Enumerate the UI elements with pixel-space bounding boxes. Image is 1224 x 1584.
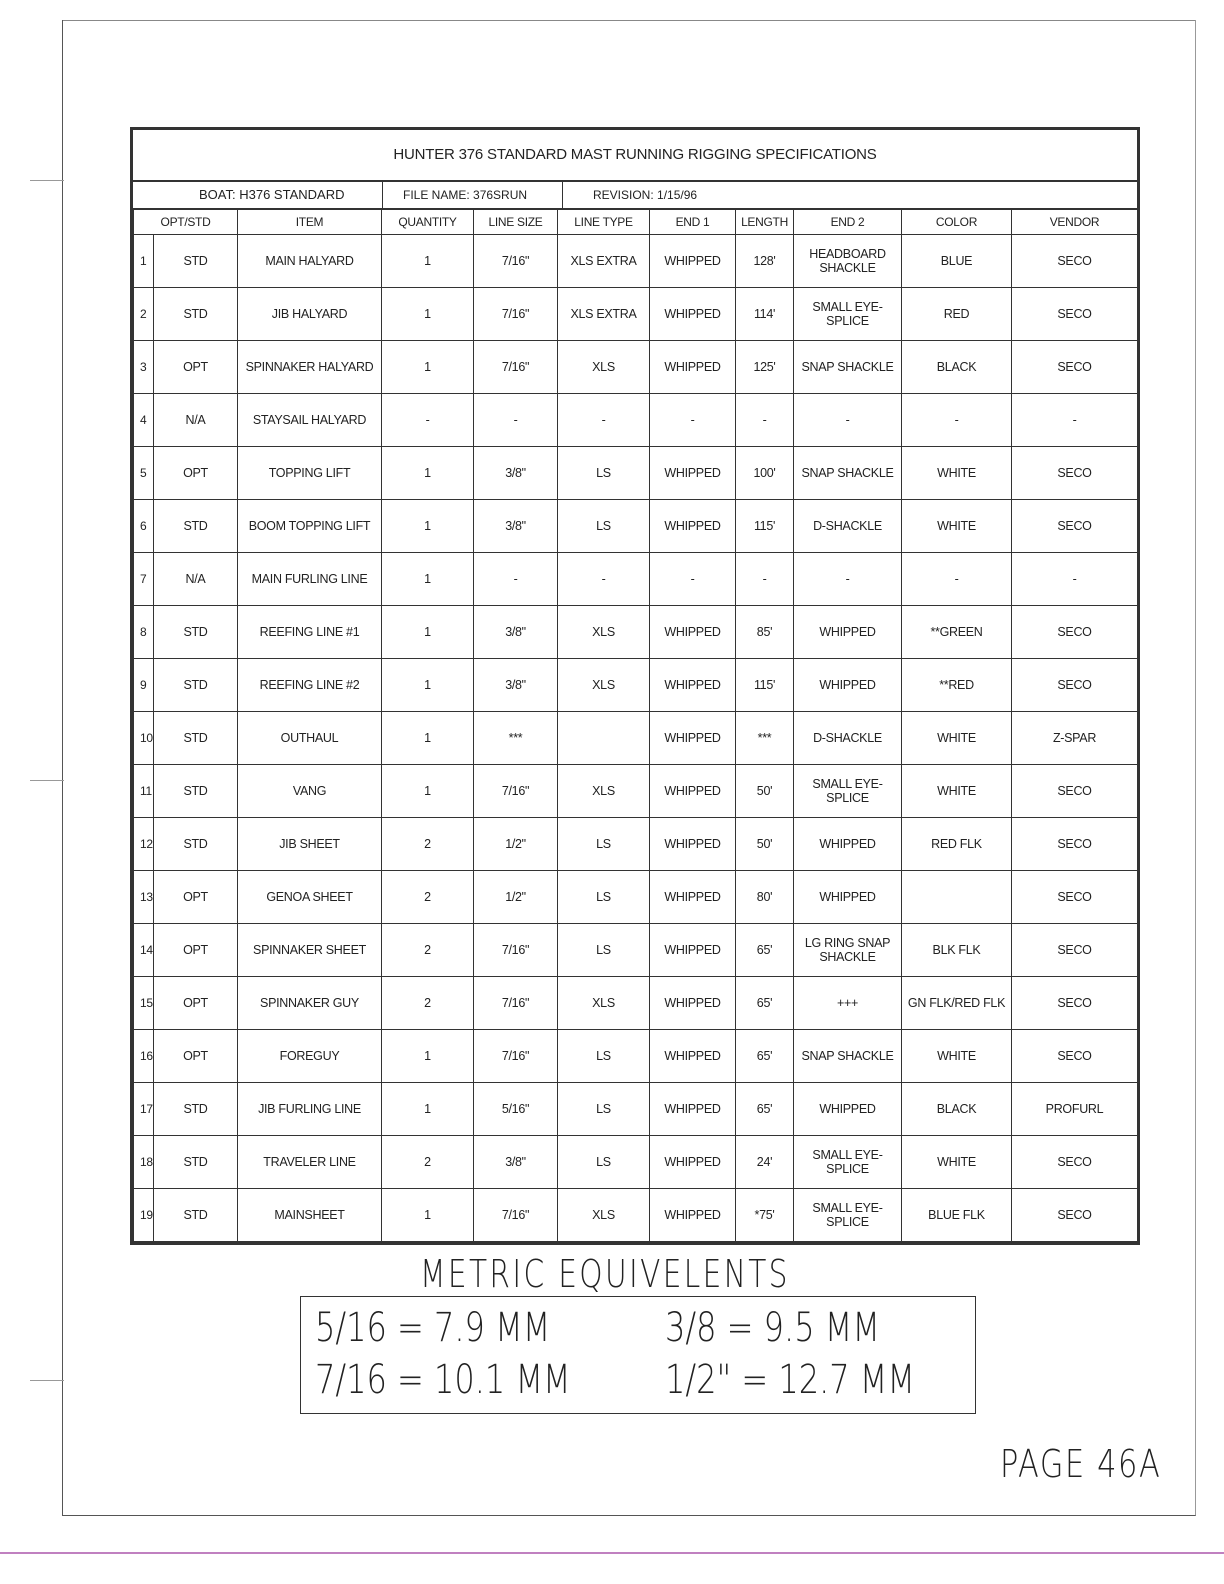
table-cell: D-SHACKLE [794,500,902,553]
table-cell: STD [154,659,238,712]
table-cell: *** [736,712,794,765]
table-row [134,394,1138,447]
table-cell: SECO [1012,500,1138,553]
table-cell: 1/2" [474,818,558,871]
table-row [134,977,1138,1030]
table-cell: STD [154,288,238,341]
table-cell: 2 [382,1136,474,1189]
table-cell: SECO [1012,447,1138,500]
table-cell: 1 [382,659,474,712]
table-row [134,606,1138,659]
table-cell: SPINNAKER HALYARD [238,341,382,394]
metric-3-8: 3/8 = 9.5 MM [665,1305,880,1351]
table-cell: 65' [736,1083,794,1136]
table-cell: 1 [382,765,474,818]
table-cell: D-SHACKLE [794,712,902,765]
scan-edge-line [0,1552,1224,1554]
table-cell: SMALL EYE-SPLICE [794,1136,902,1189]
table-cell: N/A [154,553,238,606]
table-cell: WHIPPED [650,712,736,765]
table-cell: 24' [736,1136,794,1189]
table-cell: WHIPPED [650,871,736,924]
table-cell: SECO [1012,1030,1138,1083]
table-cell: WHIPPED [650,924,736,977]
table-cell [902,871,1012,924]
table-cell: 65' [736,924,794,977]
table-row [134,288,1138,341]
table-cell: 50' [736,818,794,871]
table-cell: 115' [736,659,794,712]
table-cell: STD [154,235,238,288]
rigging-spec-sheet [130,127,1140,1245]
table-cell: 7/16" [474,765,558,818]
table-cell: STD [154,765,238,818]
table-cell: 3/8" [474,447,558,500]
table-cell: 115' [736,500,794,553]
row-number: 18 [134,1136,154,1189]
table-cell: REEFING LINE #1 [238,606,382,659]
row-number: 9 [134,659,154,712]
table-cell: LS [558,871,650,924]
column-header: LINE SIZE [474,210,558,235]
table-row [134,818,1138,871]
table-cell: 1 [382,712,474,765]
table-cell: STD [154,1136,238,1189]
table-cell: SECO [1012,871,1138,924]
table-cell: - [794,394,902,447]
metric-5-16: 5/16 = 7.9 MM [315,1305,551,1351]
row-number: 14 [134,924,154,977]
column-header: END 1 [650,210,736,235]
boat-label: BOAT: [199,187,236,202]
row-number: 10 [134,712,154,765]
table-header-row [134,210,1138,235]
table-cell: SECO [1012,341,1138,394]
table-cell: WHIPPED [650,765,736,818]
table-cell: - [474,553,558,606]
table-cell: STD [154,1083,238,1136]
table-cell: WHITE [902,765,1012,818]
row-number: 11 [134,765,154,818]
table-cell: STD [154,1189,238,1242]
row-number: 13 [134,871,154,924]
table-cell: 3/8" [474,500,558,553]
table-cell: SNAP SHACKLE [794,341,902,394]
table-cell: LG RING SNAP SHACKLE [794,924,902,977]
table-cell: SNAP SHACKLE [794,447,902,500]
table-cell: - [736,553,794,606]
table-cell: MAIN HALYARD [238,235,382,288]
table-cell: TRAVELER LINE [238,1136,382,1189]
row-number: 16 [134,1030,154,1083]
table-cell: WHITE [902,712,1012,765]
table-cell: STAYSAIL HALYARD [238,394,382,447]
table-cell: SECO [1012,818,1138,871]
table-cell: 1 [382,235,474,288]
table-cell: 2 [382,977,474,1030]
table-cell: VANG [238,765,382,818]
table-cell: 1/2" [474,871,558,924]
scan-mark [30,180,64,181]
table-cell: WHIPPED [650,606,736,659]
table-cell: 1 [382,288,474,341]
table-cell: WHIPPED [794,1083,902,1136]
table-cell: SPINNAKER GUY [238,977,382,1030]
table-cell: SECO [1012,765,1138,818]
table-cell: 5/16" [474,1083,558,1136]
table-cell: OPT [154,871,238,924]
row-number: 4 [134,394,154,447]
table-cell: LS [558,1083,650,1136]
row-number: 19 [134,1189,154,1242]
table-cell: SECO [1012,1189,1138,1242]
row-number: 8 [134,606,154,659]
table-cell: 50' [736,765,794,818]
table-cell: 1 [382,1083,474,1136]
column-header: END 2 [794,210,902,235]
table-cell: 65' [736,977,794,1030]
table-cell: - [382,394,474,447]
table-cell: 2 [382,818,474,871]
table-cell: SMALL EYE-SPLICE [794,288,902,341]
table-cell: WHIPPED [794,606,902,659]
table-cell: WHIPPED [650,1136,736,1189]
table-cell: 1 [382,447,474,500]
table-row [134,1136,1138,1189]
table-cell: LS [558,818,650,871]
table-cell: 7/16" [474,977,558,1030]
table-row [134,1189,1138,1242]
table-cell: 1 [382,553,474,606]
row-number: 1 [134,235,154,288]
table-cell: MAIN FURLING LINE [238,553,382,606]
table-cell: WHIPPED [650,288,736,341]
table-cell: - [650,553,736,606]
spec-title: HUNTER 376 STANDARD MAST RUNNING RIGGING SPECIFICATIONS [133,130,1137,182]
table-cell: XLS EXTRA [558,235,650,288]
table-row [134,235,1138,288]
table-cell: 7/16" [474,1030,558,1083]
table-cell: 2 [382,871,474,924]
table-cell: LS [558,924,650,977]
table-row [134,871,1138,924]
table-cell: STD [154,606,238,659]
file-label: FILE NAME: [403,188,470,202]
table-cell: SECO [1012,288,1138,341]
row-number: 3 [134,341,154,394]
revision-field [563,182,1137,208]
table-cell: STD [154,818,238,871]
table-cell: - [1012,553,1138,606]
scan-mark [30,1380,64,1381]
table-cell: BLUE FLK [902,1189,1012,1242]
table-cell: **GREEN [902,606,1012,659]
metric-equivalents-box [300,1296,976,1414]
table-row [134,553,1138,606]
table-cell: SECO [1012,924,1138,977]
table-cell: WHITE [902,1030,1012,1083]
table-cell: XLS EXTRA [558,288,650,341]
table-cell: SMALL EYE-SPLICE [794,765,902,818]
table-cell: BLUE [902,235,1012,288]
table-cell: - [902,394,1012,447]
table-cell: SPINNAKER SHEET [238,924,382,977]
column-header: VENDOR [1012,210,1138,235]
table-cell: LS [558,1136,650,1189]
table-cell: BLACK [902,341,1012,394]
table-row [134,447,1138,500]
column-header: ITEM [238,210,382,235]
table-cell: RED [902,288,1012,341]
table-cell: 7/16" [474,341,558,394]
table-cell: STD [154,712,238,765]
table-cell: SMALL EYE-SPLICE [794,1189,902,1242]
table-cell: OPT [154,1030,238,1083]
table-cell: N/A [154,394,238,447]
column-header: QUANTITY [382,210,474,235]
table-cell: - [558,553,650,606]
column-header: LINE TYPE [558,210,650,235]
table-cell: GN FLK/RED FLK [902,977,1012,1030]
table-cell: WHIPPED [794,871,902,924]
table-cell [558,712,650,765]
table-cell: *** [474,712,558,765]
column-header: OPT/STD [134,210,238,235]
table-cell: WHIPPED [650,977,736,1030]
table-cell: OUTHAUL [238,712,382,765]
table-cell: WHIPPED [650,341,736,394]
table-cell: WHIPPED [650,659,736,712]
table-row [134,712,1138,765]
table-cell: 1 [382,1030,474,1083]
page-number: PAGE 46A [1000,1442,1162,1486]
table-cell: SNAP SHACKLE [794,1030,902,1083]
table-cell: - [794,553,902,606]
table-cell: 1 [382,1189,474,1242]
table-cell: GENOA SHEET [238,871,382,924]
table-cell: 100' [736,447,794,500]
meta-row [133,182,1137,210]
row-number: 5 [134,447,154,500]
row-number: 6 [134,500,154,553]
table-cell: BLACK [902,1083,1012,1136]
row-number: 12 [134,818,154,871]
table-cell: - [650,394,736,447]
table-cell: WHIPPED [794,659,902,712]
row-number: 7 [134,553,154,606]
table-cell: OPT [154,924,238,977]
table-cell: JIB HALYARD [238,288,382,341]
file-value: 376SRUN [473,188,528,202]
rigging-table [133,210,1138,1242]
table-cell: REEFING LINE #2 [238,659,382,712]
table-cell: Z-SPAR [1012,712,1138,765]
table-cell: TOPPING LIFT [238,447,382,500]
table-cell: WHIPPED [650,500,736,553]
table-cell: 85' [736,606,794,659]
table-cell: LS [558,1030,650,1083]
row-number: 15 [134,977,154,1030]
table-cell: SECO [1012,1136,1138,1189]
table-cell: LS [558,447,650,500]
table-cell: WHIPPED [650,818,736,871]
table-cell: 7/16" [474,235,558,288]
table-cell: 80' [736,871,794,924]
table-cell: OPT [154,447,238,500]
table-cell: FOREGUY [238,1030,382,1083]
table-cell: +++ [794,977,902,1030]
table-cell: WHIPPED [650,1030,736,1083]
table-cell: SECO [1012,977,1138,1030]
table-cell: 114' [736,288,794,341]
table-cell: - [736,394,794,447]
table-cell: 1 [382,606,474,659]
table-cell: - [1012,394,1138,447]
table-row [134,1083,1138,1136]
table-cell: *75' [736,1189,794,1242]
row-number: 2 [134,288,154,341]
table-cell: SECO [1012,235,1138,288]
table-cell: LS [558,500,650,553]
table-row [134,341,1138,394]
table-cell: 3/8" [474,659,558,712]
table-cell: BOOM TOPPING LIFT [238,500,382,553]
table-cell: XLS [558,765,650,818]
scan-mark [30,780,64,781]
table-cell: WHITE [902,1136,1012,1189]
table-cell: XLS [558,341,650,394]
column-header: COLOR [902,210,1012,235]
table-cell: WHIPPED [650,1083,736,1136]
table-cell: OPT [154,341,238,394]
revision-value: 1/15/96 [657,188,698,202]
table-row [134,659,1138,712]
table-row [134,500,1138,553]
table-cell: 125' [736,341,794,394]
boat-value: H376 STANDARD [239,187,345,202]
table-cell: **RED [902,659,1012,712]
table-cell: RED FLK [902,818,1012,871]
table-cell: XLS [558,606,650,659]
table-cell: 7/16" [474,1189,558,1242]
table-row [134,765,1138,818]
table-cell: 2 [382,924,474,977]
row-number: 17 [134,1083,154,1136]
table-cell: 128' [736,235,794,288]
table-cell: JIB SHEET [238,818,382,871]
table-cell: XLS [558,977,650,1030]
file-name-field [383,182,563,208]
column-header: LENGTH [736,210,794,235]
table-cell: SECO [1012,659,1138,712]
table-cell: 1 [382,341,474,394]
table-cell: 65' [736,1030,794,1083]
table-cell: XLS [558,1189,650,1242]
table-cell: 1 [382,500,474,553]
table-cell: HEADBOARD SHACKLE [794,235,902,288]
table-cell: PROFURL [1012,1083,1138,1136]
revision-label: REVISION: [593,188,654,202]
table-cell: XLS [558,659,650,712]
table-cell: - [474,394,558,447]
metric-1-2: 1/2" = 12.7 MM [665,1357,916,1403]
table-cell: 7/16" [474,924,558,977]
table-cell: 7/16" [474,288,558,341]
table-cell: OPT [154,977,238,1030]
table-cell: WHIPPED [794,818,902,871]
table-cell: WHITE [902,447,1012,500]
table-cell: BLK FLK [902,924,1012,977]
metric-7-16: 7/16 = 10.1 MM [315,1357,571,1403]
table-body [134,235,1138,1242]
table-cell: 3/8" [474,1136,558,1189]
metric-title: METRIC EQUIVELENTS [420,1252,790,1296]
table-cell: WHIPPED [650,235,736,288]
table-cell: WHIPPED [650,447,736,500]
boat-field [133,182,383,208]
table-row [134,1030,1138,1083]
table-cell: 3/8" [474,606,558,659]
table-cell: WHIPPED [650,1189,736,1242]
table-cell: JIB FURLING LINE [238,1083,382,1136]
table-cell: MAINSHEET [238,1189,382,1242]
table-row [134,924,1138,977]
table-cell: - [558,394,650,447]
table-cell: - [902,553,1012,606]
table-cell: STD [154,500,238,553]
table-cell: SECO [1012,606,1138,659]
table-cell: WHITE [902,500,1012,553]
